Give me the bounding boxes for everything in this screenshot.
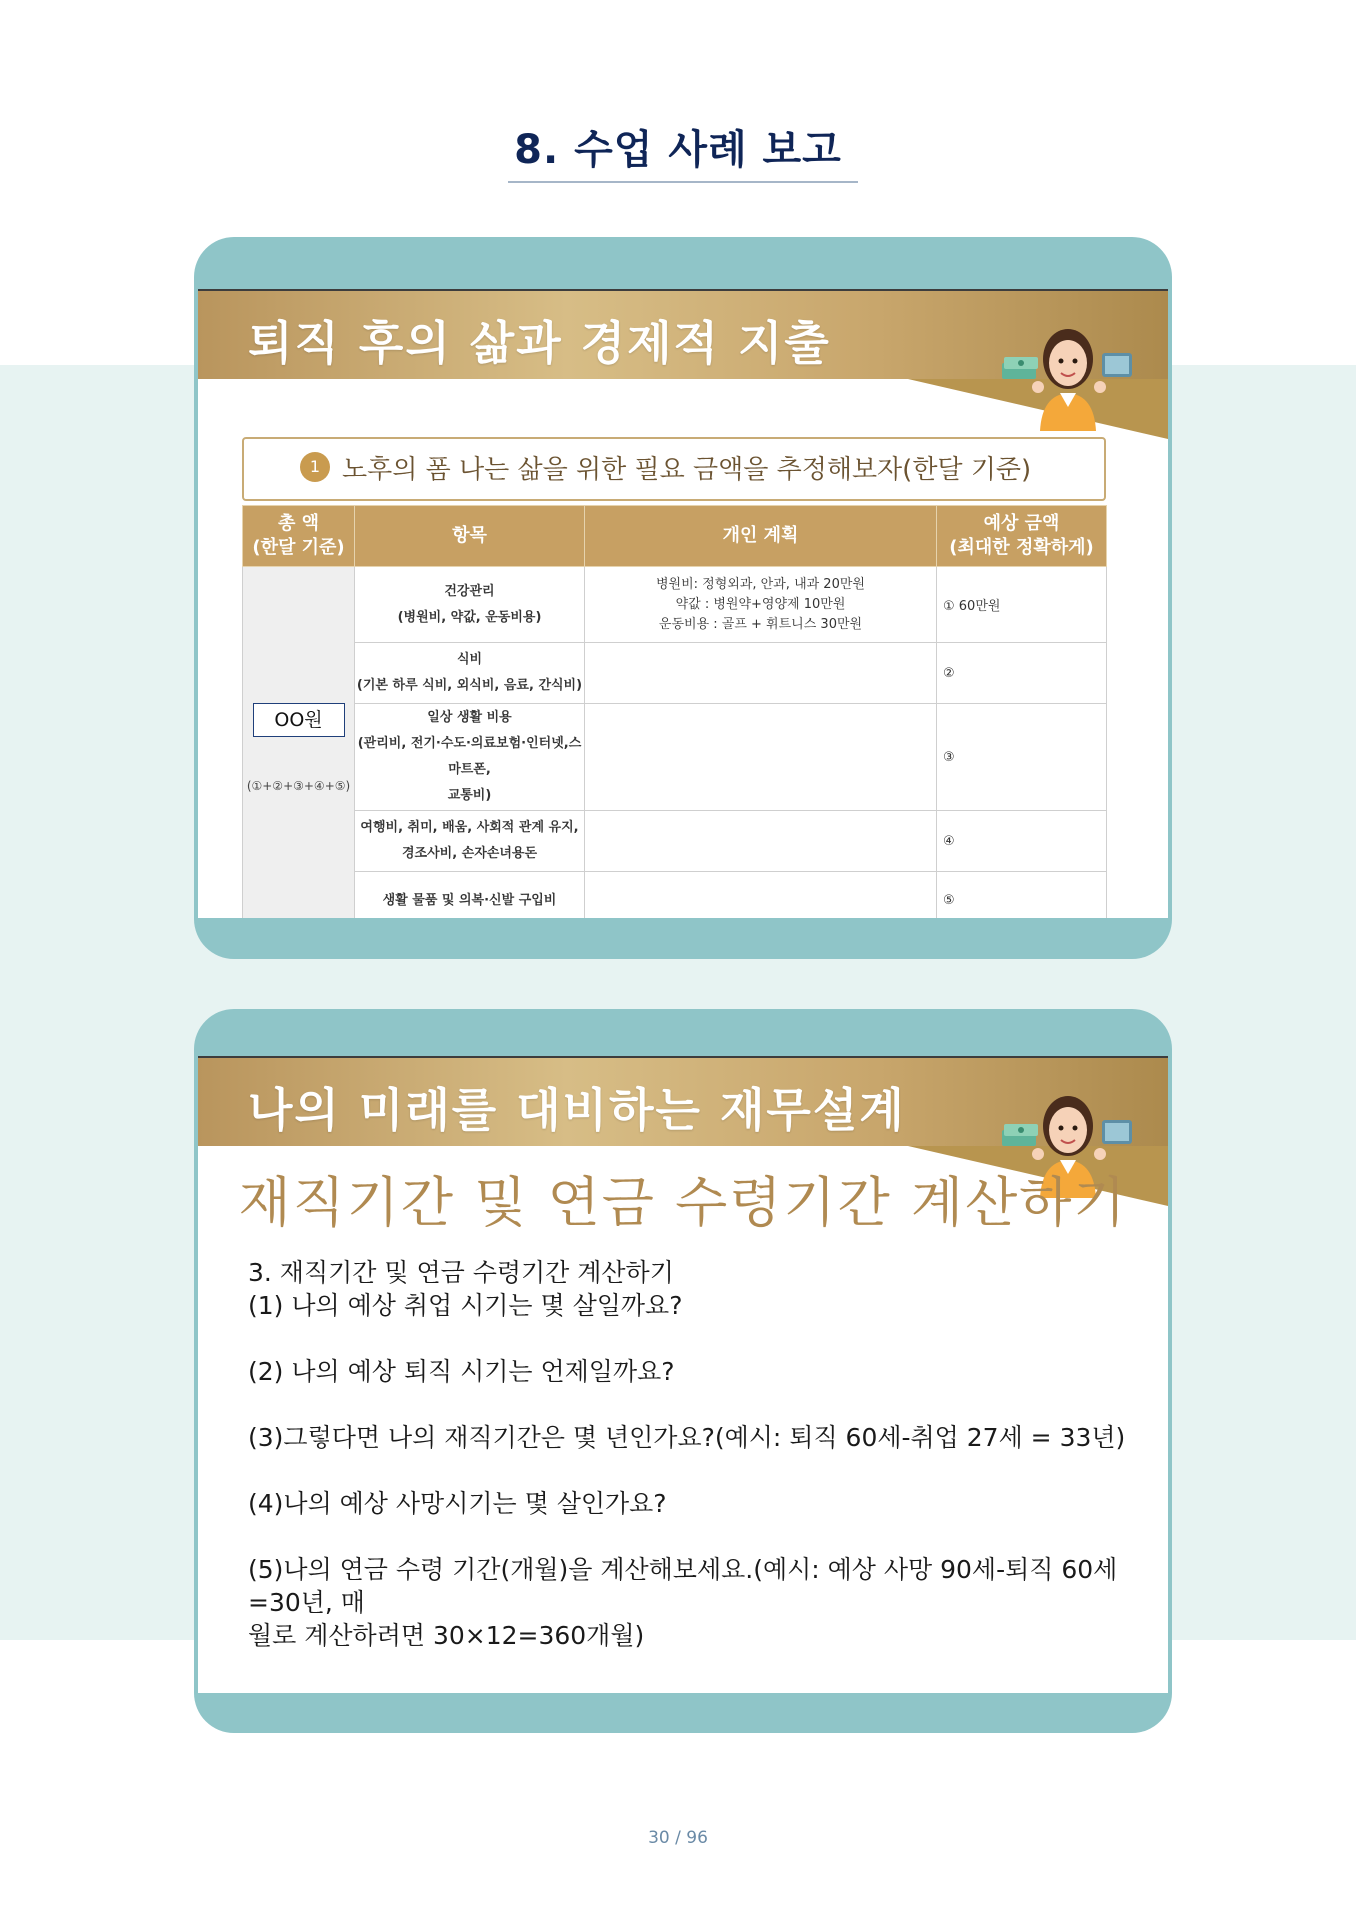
amount-cell: ③ <box>937 704 1107 811</box>
page-number: 30 / 96 <box>648 1828 708 1848</box>
item-cell <box>355 567 585 643</box>
plan-line: 운동비용 : 골프 + 휘트니스 30만원 <box>658 616 863 632</box>
item-cell: 생활 물품 및 의복·신발 구입비 <box>355 872 585 919</box>
item-line: 건강관리 <box>444 583 495 599</box>
question-list <box>248 1256 1148 1652</box>
header-total-line2: (한달 기준) <box>252 537 345 558</box>
slide-financial-planning <box>194 1009 1172 1733</box>
table-header-row <box>243 506 1107 567</box>
table-row <box>243 872 1107 919</box>
prompt-text: 노후의 폼 나는 삶을 위한 필요 금액을 추정해보자(한달 기준) <box>342 455 1032 485</box>
banner-title: 퇴직 후의 삶과 경제적 지출 <box>248 316 831 370</box>
question-5-line1: (5)나의 연금 수령 기간(개월)을 계산해보세요.(예시: 예상 사망 90세-퇴직 60세=30년, 매 <box>248 1555 1118 1617</box>
header-amount <box>937 506 1107 567</box>
total-value-box: OO원 <box>253 703 345 737</box>
item-line: (병원비, 약값, 운동비용) <box>397 609 542 625</box>
tablet-card-icon <box>1102 353 1132 377</box>
title-divider <box>508 181 858 183</box>
plan-cell <box>585 872 937 919</box>
item-cell <box>355 643 585 704</box>
question-heading: 3. 재직기간 및 연금 수령기간 계산하기 <box>248 1258 674 1287</box>
question-5-line2: 월로 계산하려면 30×12=360개월) <box>248 1621 645 1650</box>
plan-line: 병원비: 정형외과, 안과, 내과 20만원 <box>656 576 865 592</box>
item-line: (기본 하루 식비, 외식비, 음료, 간식비) <box>356 678 583 693</box>
table-row <box>243 704 1107 811</box>
plan-line: 약값 : 병원약+영양제 10만원 <box>675 596 846 612</box>
item-line: 교통비) <box>447 788 492 803</box>
question-2: (2) 나의 예상 퇴직 시기는 언제일까요? <box>248 1357 675 1386</box>
item-line: 경조사비, 손자손녀용돈 <box>401 846 538 861</box>
plan-cell <box>585 567 937 643</box>
header-plan: 개인 계획 <box>585 506 937 567</box>
amount-cell: ④ <box>937 811 1107 872</box>
item-cell <box>355 811 585 872</box>
question-4: (4)나의 예상 사망시기는 몇 살인가요? <box>248 1489 667 1518</box>
money-stack-icon <box>1002 1124 1038 1146</box>
plan-cell <box>585 643 937 704</box>
tablet-card-icon <box>1102 1120 1132 1144</box>
money-stack-icon <box>1002 357 1038 379</box>
item-line: 여행비, 취미, 배움, 사회적 관계 유지, <box>360 820 579 835</box>
header-amount-line1: 예상 금액 <box>983 513 1060 534</box>
item-line: 일상 생활 비용 <box>427 710 512 725</box>
item-line: 식비 <box>456 652 483 667</box>
banner-title: 나의 미래를 대비하는 재무설계 <box>248 1083 906 1137</box>
table-row <box>243 811 1107 872</box>
question-3: (3)그렇다면 나의 재직기간은 몇 년인가요?(예시: 퇴직 60세-취업 27세 = 33년) <box>248 1423 1126 1452</box>
slide-retirement-expenses <box>194 237 1172 959</box>
page-title: 8. 수업 사례 보고 <box>514 127 842 173</box>
header-item: 항목 <box>355 506 585 567</box>
expense-table <box>242 505 1107 918</box>
plan-cell <box>585 811 937 872</box>
item-line: (관리비, 전기·수도·의료보험·인터넷,스마트폰, <box>357 736 582 777</box>
amount-cell: ⑤ <box>937 872 1107 919</box>
table-row <box>243 643 1107 704</box>
prompt-box <box>242 437 1106 501</box>
header-total <box>243 506 355 567</box>
question-5 <box>248 1553 1148 1652</box>
total-formula: (①+②+③+④+⑤) <box>246 778 351 793</box>
header-amount-line2: (최대한 정확하게) <box>949 537 1094 558</box>
item-cell <box>355 704 585 811</box>
amount-cell: ② <box>937 643 1107 704</box>
question-1: (1) 나의 예상 취업 시기는 몇 살일까요? <box>248 1291 683 1320</box>
header-total-line1: 총 액 <box>277 513 320 534</box>
presenter-character-icon <box>998 309 1138 431</box>
total-cell <box>243 567 355 919</box>
table-row <box>243 567 1107 643</box>
plan-cell <box>585 704 937 811</box>
prompt-number-badge: 1 <box>300 452 330 482</box>
slide-subtitle: 재직기간 및 연금 수령기간 계산하기 <box>238 1171 1128 1234</box>
amount-cell: ① 60만원 <box>937 567 1107 643</box>
